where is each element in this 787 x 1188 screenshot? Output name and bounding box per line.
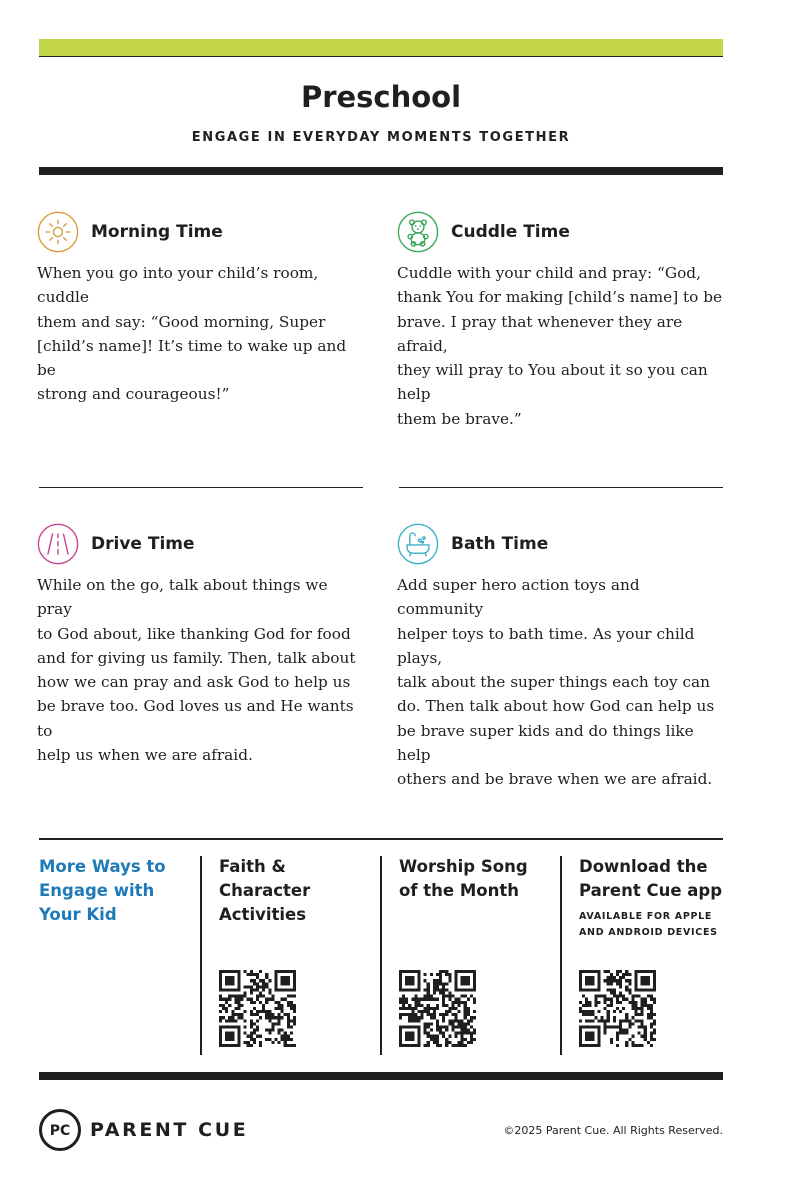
section-body: Cuddle with your child and pray: “God, thank You for making [child’s name] to be brave. I pray that whenever they are afraid, they will pray to You about it so you can help them be brave.” — [397, 264, 723, 428]
section-drive-time — [37, 521, 367, 767]
worship-song-column — [399, 855, 559, 903]
section-title: Cuddle Time — [451, 222, 570, 242]
section-body: Add super hero action toys and community helper toys to bath time. As your child plays, talk about the super things each toy can do. Then talk about how God can help us be brave super kids and do things like help others and be brave when we are afraid. — [397, 576, 715, 789]
worship-song-heading: Worship Song of the Month — [399, 857, 528, 900]
parent-cue-logo — [39, 1109, 81, 1151]
section-cuddle-time — [397, 209, 727, 431]
faith-activities-column — [219, 855, 369, 927]
footer-column-divider — [560, 856, 562, 1055]
footer-column-divider — [200, 856, 202, 1055]
section-body: When you go into your child’s room, cuddle them and say: “Good morning, Super [child’s name]! It’s time to wake up and be strong and courageous!” — [37, 264, 347, 404]
header-divider — [39, 167, 723, 175]
teddy-bear-icon — [397, 211, 439, 253]
footer-column-divider — [380, 856, 382, 1055]
section-title: Drive Time — [91, 534, 195, 554]
section-title: Morning Time — [91, 222, 223, 242]
page-subtitle: ENGAGE IN EVERYDAY MOMENTS TOGETHER — [191, 130, 571, 145]
footer-top-rule — [39, 838, 723, 840]
more-ways-text: More Ways to Engage with Your Kid — [39, 857, 166, 924]
section-morning-time — [37, 209, 367, 407]
bathtub-icon — [397, 523, 439, 565]
worship-song-qr-code[interactable] — [399, 970, 476, 1047]
section-body: While on the go, talk about things we pray to God about, like thanking God for food and for giving us family. Then, talk about how we can pray and ask God to help us be brave too. God loves us and He wants to help us when we are afraid. — [37, 576, 356, 765]
footer-divider — [39, 1072, 723, 1080]
download-app-column — [579, 855, 729, 941]
more-ways-heading — [39, 855, 189, 927]
sun-icon — [37, 211, 79, 253]
section-divider-left — [39, 487, 363, 488]
copyright-notice: ©2025 Parent Cue. All Rights Reserved. — [503, 1124, 723, 1137]
section-title: Bath Time — [451, 534, 549, 554]
top-accent-bar — [39, 39, 723, 57]
logo-monogram: PC — [49, 1123, 71, 1139]
faith-activities-heading: Faith & Character Activities — [219, 857, 311, 924]
available-devices-text: AVAILABLE FOR APPLE AND ANDROID DEVICES — [579, 911, 718, 938]
brand-name: PARENT CUE — [90, 1119, 249, 1141]
section-divider-right — [399, 487, 723, 488]
road-icon — [37, 523, 79, 565]
page-title: Preschool — [300, 80, 462, 114]
section-bath-time — [397, 521, 727, 792]
app-download-qr-code[interactable] — [579, 970, 656, 1047]
download-app-heading: Download the Parent Cue app — [579, 857, 723, 900]
faith-activities-qr-code[interactable] — [219, 970, 296, 1047]
